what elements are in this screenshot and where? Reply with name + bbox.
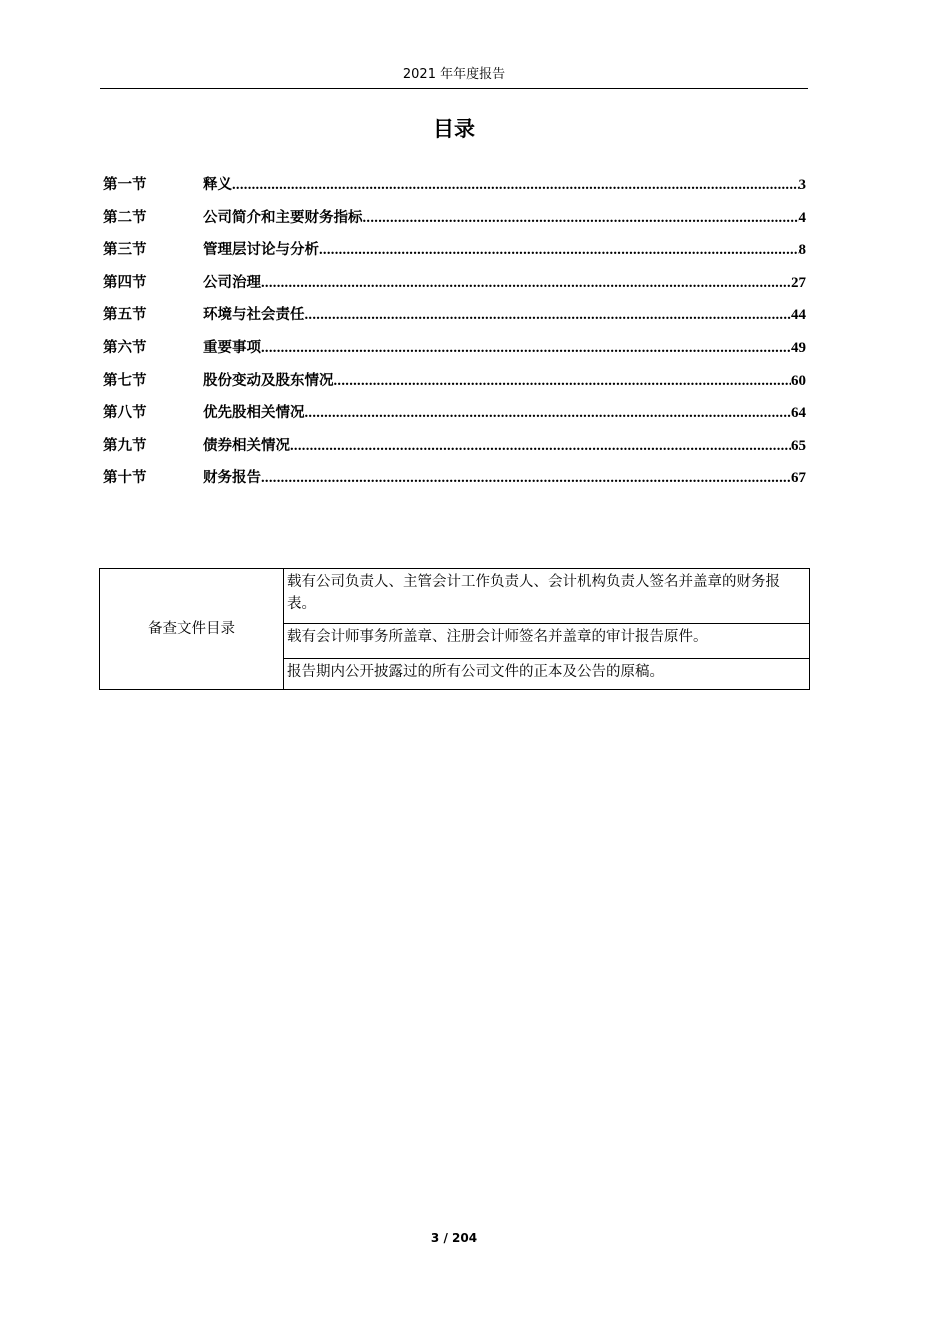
toc-page-number: 60 — [791, 372, 806, 389]
toc-dot-leader — [290, 431, 791, 461]
toc-section-number: 第六节 — [103, 339, 147, 356]
toc-dot-leader — [261, 268, 791, 298]
toc-dot-leader — [232, 170, 799, 200]
toc-section-name: 环境与社会责任 — [203, 307, 305, 324]
toc-section-name: 公司治理 — [203, 274, 261, 291]
toc-page-number: 67 — [791, 470, 806, 487]
toc-entry[interactable] — [103, 235, 806, 268]
toc-section-number: 第五节 — [103, 307, 147, 324]
toc-section-number: 第七节 — [103, 372, 147, 389]
toc-page-number: 8 — [798, 242, 806, 259]
toc-section-number: 第四节 — [103, 274, 147, 291]
toc-entry[interactable] — [103, 463, 806, 496]
toc-page-number: 4 — [798, 209, 806, 226]
toc-section-name: 债券相关情况 — [203, 437, 290, 454]
reference-doc-item: 载有会计师事务所盖章、注册会计师签名并盖章的审计报告原件。 — [284, 624, 810, 659]
page-header-title: 2021 年年度报告 — [402, 67, 506, 82]
toc-dot-leader — [261, 463, 791, 493]
toc-entry[interactable] — [103, 268, 806, 301]
toc-page-number: 65 — [791, 437, 806, 454]
reference-docs-label: 备查文件目录 — [100, 569, 284, 690]
toc-dot-leader — [319, 235, 799, 265]
toc-section-number: 第三节 — [103, 242, 147, 259]
reference-doc-item: 报告期内公开披露过的所有公司文件的正本及公告的原稿。 — [284, 659, 810, 690]
toc-dot-leader — [305, 300, 792, 330]
toc-entry[interactable] — [103, 170, 806, 203]
toc-section-number: 第十节 — [103, 470, 147, 487]
table-row — [100, 569, 810, 624]
toc-section-name: 公司简介和主要财务指标 — [203, 209, 363, 226]
toc-page-number: 27 — [791, 274, 806, 291]
toc-section-number: 第八节 — [103, 405, 147, 422]
toc-dot-leader — [334, 366, 792, 396]
toc-entry[interactable] — [103, 366, 806, 399]
toc-page-number: 3 — [798, 177, 806, 193]
toc-section-number: 第九节 — [103, 437, 147, 454]
toc-page-number: 49 — [791, 339, 806, 356]
reference-doc-item: 载有公司负责人、主管会计工作负责人、会计机构负责人签名并盖章的财务报表。 — [284, 569, 810, 624]
toc-title: 目录 — [433, 117, 475, 141]
toc-section-name: 释义 — [203, 177, 232, 193]
toc-entry[interactable] — [103, 431, 806, 464]
reference-documents-table — [99, 568, 810, 690]
toc-section-number: 第一节 — [103, 177, 147, 193]
page-number: 3 / 204 — [430, 1231, 478, 1245]
toc-section-name: 财务报告 — [203, 470, 261, 487]
toc-section-name: 重要事项 — [203, 339, 261, 356]
toc-page-number: 44 — [791, 307, 806, 324]
toc-section-name: 股份变动及股东情况 — [203, 372, 334, 389]
header-divider — [100, 88, 808, 89]
toc-entry[interactable] — [103, 300, 806, 333]
toc-dot-leader — [261, 333, 791, 363]
toc-dot-leader — [363, 203, 799, 233]
toc-entry[interactable] — [103, 333, 806, 366]
toc-section-name: 管理层讨论与分析 — [203, 242, 319, 259]
toc-entry[interactable] — [103, 203, 806, 236]
table-of-contents — [103, 170, 806, 496]
toc-page-number: 64 — [791, 405, 806, 422]
toc-dot-leader — [305, 398, 792, 428]
toc-section-number: 第二节 — [103, 209, 147, 226]
toc-entry[interactable] — [103, 398, 806, 431]
toc-section-name: 优先股相关情况 — [203, 405, 305, 422]
